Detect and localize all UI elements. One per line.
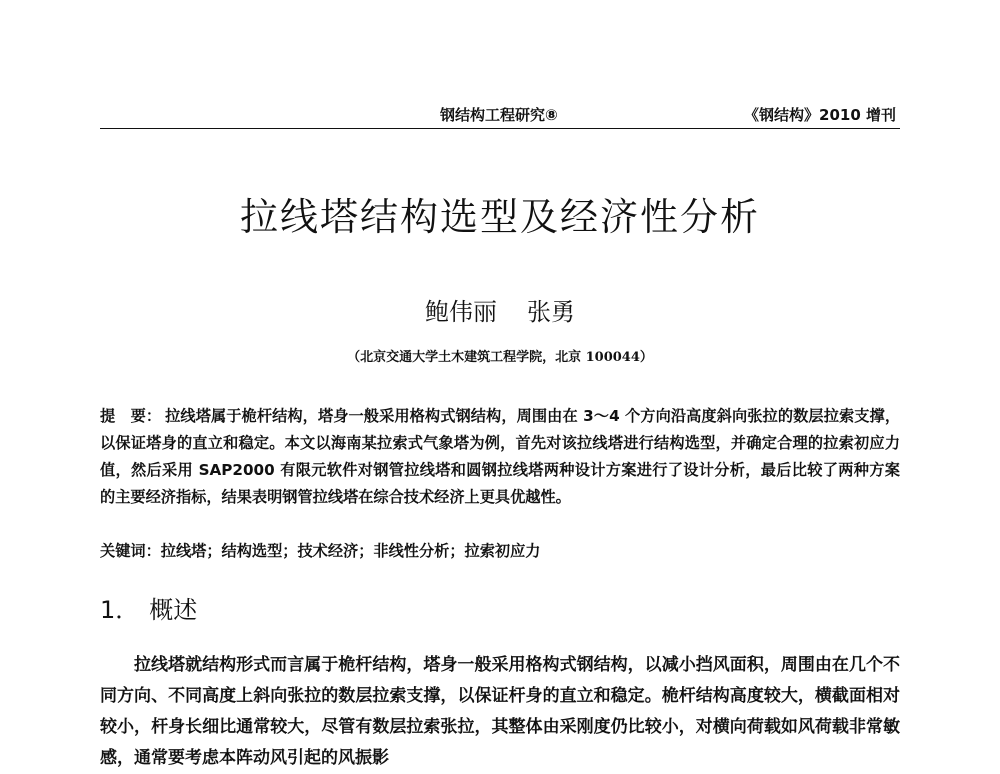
author-name: 张勇 [527,298,575,326]
section-title: 概述 [149,596,198,624]
keywords [100,538,900,564]
affiliation: （北京交通大学土木建筑工程学院，北京 100044） [347,350,653,365]
keyword: 拉线塔 ； [161,542,222,560]
author-list [0,292,1000,327]
series-title: 钢结构工程研究⑧ [440,106,558,124]
keyword: 非线性分析 ； [373,542,464,560]
header-rule [100,128,900,129]
paper-title: 拉线塔结构选型及经济性分析 [239,195,760,239]
section-number: 1． [100,596,140,624]
abstract-label: 提 要： [100,407,162,425]
keyword: 拉索初应力 [464,542,541,560]
keyword: 技术经济 ； [297,542,373,560]
body-paragraph: 拉线塔就结构形式而言属于桅杆结构，塔身一般采用格构式钢结构，以减小挡风面积，周围由在几个不同方向、不同高度上斜向张拉的数层拉索支撑，以保证杆身的直立和稳定。桅杆结构高度较大，横截面相对较小，杆身长细比通常较大，尽管有数层拉索张拉，其整体由采刚度仍比较小，对横向荷载如风荷载非常敏感，通常要考虑本阵动风引起的风振影 [100,655,900,768]
section-heading [100,590,197,625]
author-name: 鲍伟丽 [425,298,497,326]
running-header [100,104,900,128]
keyword: 结构选型 ； [222,542,298,560]
journal-issue: 《钢结构》2010 增刊 [744,106,896,124]
keywords-label: 关键词： [100,542,161,560]
abstract-text: 拉线塔属于桅杆结构，塔身一般采用格构式钢结构，周围由在 3～4 个方向沿高度斜向张拉的数层拉索支撑，以保证塔身的直立和稳定。本文以海南某拉索式气象塔为例，首先对该拉线塔进行结构选型，并确定合理的拉索初应力值，然后采用 SAP2000 有限元软件对钢管拉线塔和圆钢拉线塔两种设计方案进行了设计分析，最后比较了两种方案的主要经济指标，结果表明钢管拉线塔在综合技术经济上更具优越性。 [100,407,901,506]
abstract [100,403,900,511]
